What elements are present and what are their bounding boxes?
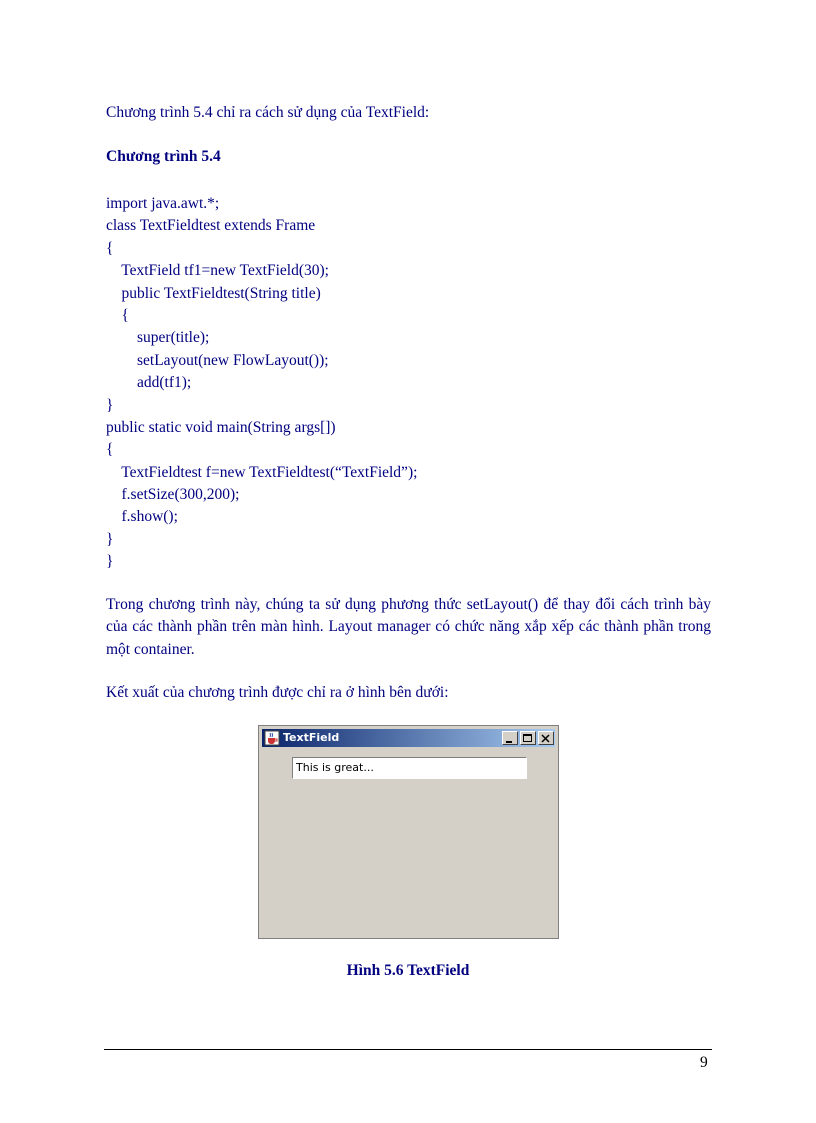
code-line: { [106,239,114,257]
maximize-icon [521,733,535,745]
code-line: TextFieldtest f=new TextFieldtest(“TextField”); [106,463,418,481]
minimize-button[interactable] [502,731,518,745]
java-cup-icon [264,730,280,746]
code-line: f.setSize(300,200); [106,486,240,504]
textfield-window-screenshot [258,725,559,939]
program-heading: Chương trình 5.4 [106,148,221,165]
code-listing [106,193,417,574]
code-line: f.show(); [106,508,178,526]
code-line: class TextFieldtest extends Frame [106,217,316,235]
figure-caption: Hình 5.6 TextField [346,962,470,979]
window-title: TextField [283,731,340,744]
code-line: add(tf1); [106,374,192,392]
code-line: super(title); [106,329,210,347]
window-titlebar [262,729,555,747]
code-line: { [106,441,114,459]
code-line: { [106,306,129,324]
maximize-button[interactable] [520,731,536,745]
code-line: setLayout(new FlowLayout()); [106,351,329,369]
footer-divider [104,1049,712,1050]
code-line: } [106,553,114,571]
code-line: public static void main(String args[]) [106,418,336,436]
code-line: } [106,396,114,414]
text-field[interactable]: This is great... [292,757,527,779]
code-line: TextField tf1=new TextField(30); [106,262,329,280]
window-client-area [262,749,555,935]
close-icon [539,733,553,745]
close-button[interactable] [538,731,554,745]
output-intro-text: Kết xuất của chương trình được chỉ ra ở hình bên dưới: [106,684,449,701]
minimize-icon [503,733,517,745]
intro-text: Chương trình 5.4 chỉ ra cách sử dụng của TextField: [106,104,430,121]
page-number: 9 [700,1054,708,1071]
explanation-paragraph: Trong chương trình này, chúng ta sử dụng phương thức setLayout() để thay đổi cách trình bày của các thành phần trên màn hình. Layout manager có chức năng xắp xếp các thành phần trong một container. [106,596,711,658]
code-line: public TextFieldtest(String title) [106,284,321,302]
code-line: } [106,530,114,548]
code-line: import java.awt.*; [106,195,220,212]
